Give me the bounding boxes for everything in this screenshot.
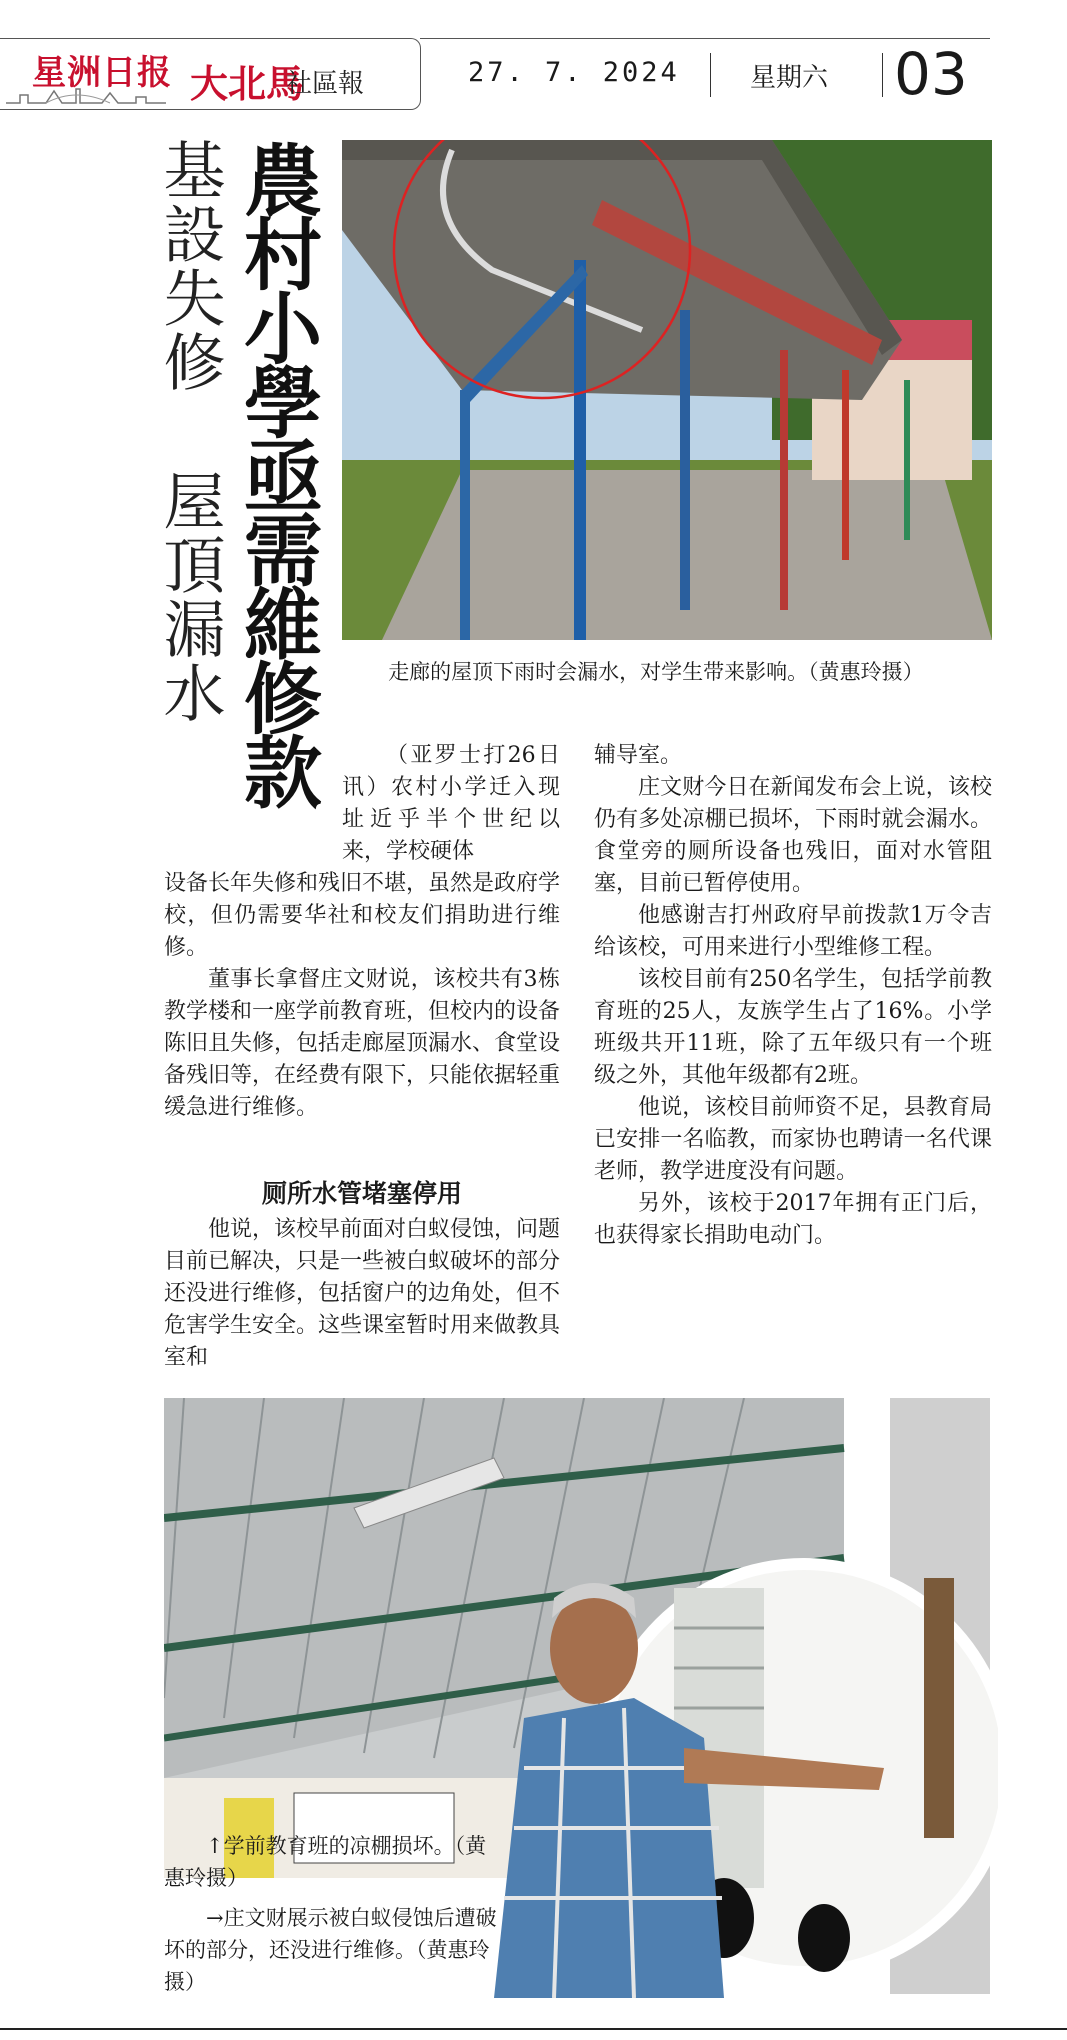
article-left-column-lower <box>164 1214 560 1374</box>
article-paragraph: 他感谢吉打州政府早前拨款1万令吉给该校，可用来进行小型维修工程。 <box>594 903 992 960</box>
masthead <box>0 38 1000 110</box>
divider <box>710 53 711 97</box>
article-paragraph: 董事长拿督庄文财说，该校共有3栋教学楼和一座学前教育班，但校内的设备陈旧且失修，包括走廊屋顶漏水、食堂设备残旧等，在经费有限下，只能依据轻重缓急进行维修。 <box>164 967 561 1120</box>
top-photo-caption: 走廊的屋顶下雨时会漏水，对学生带来影响。（黄惠玲摄） <box>388 660 924 684</box>
article-paragraph: （亚罗士打26日讯）农村小学迁入现址近乎半个世纪以来，学校硬体 <box>342 743 560 864</box>
date-bar <box>420 38 990 109</box>
article-paragraph: 庄文财今日在新闻发布会上说，该校仍有多处凉棚已损坏，下雨时就会漏水。食堂旁的厕所设备也残旧，面对水管阻塞，目前已暂停使用。 <box>594 775 992 896</box>
article-paragraph: 他说，该校目前师资不足，县教育局已安排一名临教，而家协也聘请一名代课老师，教学进度没有问题。 <box>594 1095 992 1184</box>
sub-headline: 基設失修 屋頂漏水 <box>153 138 226 725</box>
article-paragraph: 他说，该校早前面对白蚁侵蚀，问题目前已解决，只是一些被白蚁破坏的部分还没进行维修，包括窗户的边角处，但不危害学生安全。这些课室暂时用来做教具室和 <box>164 1217 561 1370</box>
issue-weekday: 星期六 <box>750 63 829 93</box>
article-paragraph: 辅导室。 <box>594 743 683 768</box>
newspaper-logo <box>0 38 421 110</box>
canopy-caption: ↑学前教育班的凉棚损坏。（黄惠玲摄） <box>164 1834 487 1890</box>
chairman-caption: →庄文财展示被白蚁侵蚀后遭破坏的部分，还没进行维修。（黄惠玲摄） <box>164 1906 497 1994</box>
article-subheading: 厕所水管堵塞停用 <box>261 1179 462 1208</box>
issue-date: 27. 7. 2024 <box>468 57 680 88</box>
article-paragraph: 另外，该校于2017年拥有正门后，也获得家长捐助电动门。 <box>594 1191 992 1248</box>
divider <box>882 53 883 97</box>
article-lead-top <box>342 740 560 868</box>
page-bottom-rule <box>0 2028 1067 2030</box>
section-name: 社區報 <box>286 69 365 99</box>
article-right-column <box>594 740 992 1252</box>
paper-name: 星洲日报 <box>32 53 172 93</box>
article-paragraph: 该校目前有250名学生，包括学前教育班的25人，友族学生占了16%。小学班级共开11班，除了五年级只有一个班级之外，其他年级都有2班。 <box>594 967 992 1088</box>
article-paragraph: 设备长年失修和残旧不堪，虽然是政府学校，但仍需要华社和校友们捐助进行维修。 <box>164 871 561 960</box>
article-left-column <box>164 868 560 1124</box>
page-number: 03 <box>894 40 968 108</box>
main-headline: 農村小學亟需維修款 <box>231 140 321 806</box>
edition-name: 大北馬 <box>190 62 305 106</box>
corridor-roof-photo <box>342 140 992 640</box>
